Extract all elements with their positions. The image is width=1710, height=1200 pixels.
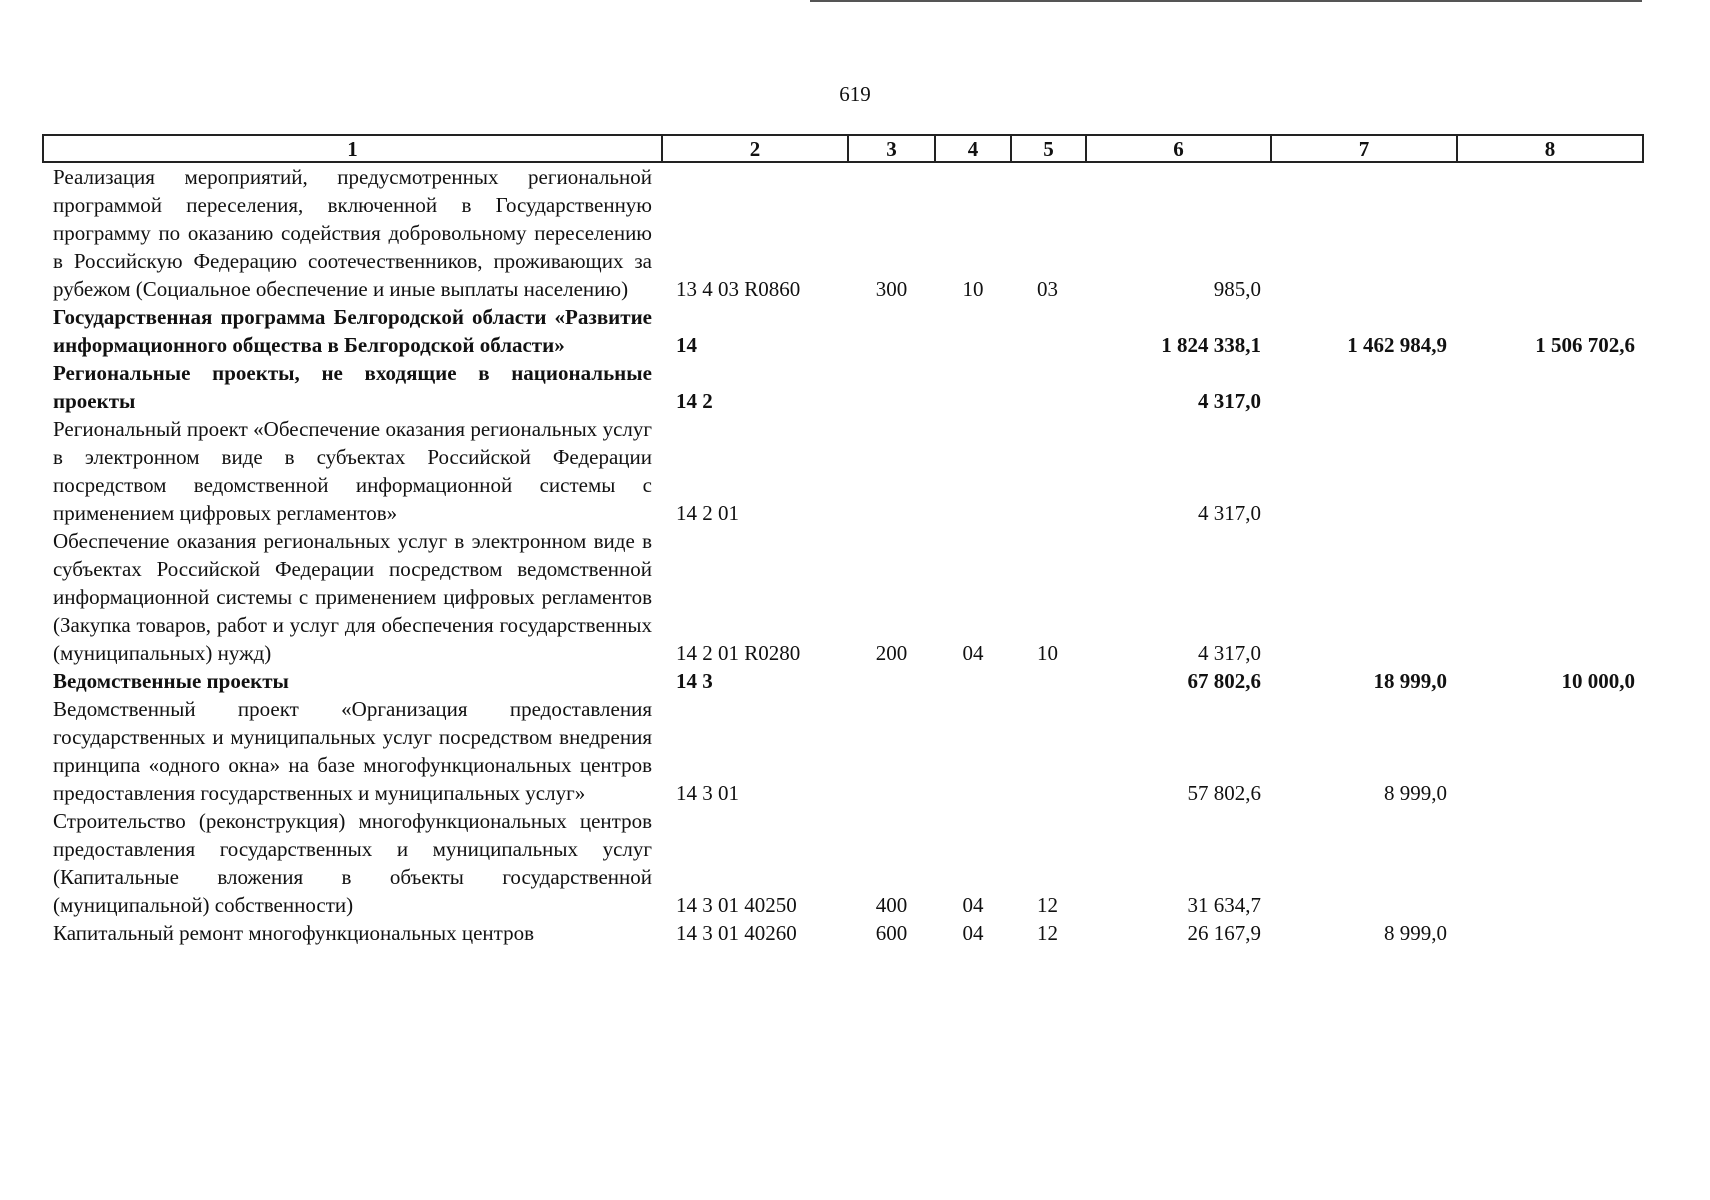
row-col6: 1 824 338,1 [1161,333,1261,357]
header-row [43,135,1643,162]
row-col8 [1457,807,1643,919]
column-header: 8 [1457,135,1643,162]
row-col5: 10 [1037,641,1058,665]
row-col8 [1457,162,1643,303]
page-number: 619 [839,82,871,106]
row-col7 [1271,415,1457,527]
row-col4: 10 [962,277,984,301]
column-header: 7 [1271,135,1457,162]
row-col5 [1011,695,1086,807]
row-col7: 1 462 984,9 [1347,333,1447,357]
row-name: Обеспечение оказания региональных услуг в электронном виде в субъектах Российской Федерации посредством ведомственной информационной системы с применением цифровых регламентов (Закупка товаров, работ и услуг для обеспечения государственных (муниципальных) нужд) [53,529,652,665]
row-col4 [935,695,1011,807]
budget-table [42,134,1644,947]
row-col4 [935,415,1011,527]
row-name: Региональный проект «Обеспечение оказания региональных услуг в электронном виде в субъектах Российской Федерации посредством ведомственной информационной системы с применением цифровых регламентов» [53,417,652,525]
row-col6: 985,0 [1213,277,1261,301]
column-header: 6 [1086,135,1271,162]
table-row [43,162,1643,303]
row-col4: 04 [962,893,984,917]
column-header: 5 [1011,135,1086,162]
row-col6: 31 634,7 [1187,893,1261,917]
row-col8: 10 000,0 [1561,669,1635,693]
row-name: Строительство (реконструкция) многофункциональных центров предоставления государственных и муниципальных услуг (Капитальные вложения в объекты государственной (муниципальной) собственности) [53,809,652,917]
row-col5 [1011,359,1086,415]
top-rule [810,0,1642,2]
row-col8 [1457,695,1643,807]
row-col7: 8 999,0 [1384,781,1447,805]
row-col5: 03 [1037,277,1058,301]
row-code: 14 2 01 [676,501,739,525]
table-row [43,527,1643,667]
row-col3: 600 [875,921,908,945]
row-code: 14 2 01 R0280 [676,641,801,665]
column-header: 4 [935,135,1011,162]
row-code: 14 2 [676,389,713,413]
row-col7 [1271,162,1457,303]
row-col4 [935,667,1011,695]
table-row [43,667,1643,695]
row-col6: 4 317,0 [1198,641,1261,665]
row-col5 [1011,303,1086,359]
row-col6: 67 802,6 [1187,669,1261,693]
row-name: Региональные проекты, не входящие в национальные проекты [53,361,652,413]
row-code: 14 3 01 40250 [676,893,797,917]
row-name: Ведомственные проекты [53,669,289,693]
row-col3: 300 [875,277,908,301]
row-col5: 12 [1037,893,1058,917]
row-code: 14 [676,333,697,357]
row-col6: 26 167,9 [1187,921,1261,945]
row-col7 [1271,359,1457,415]
row-col4 [935,359,1011,415]
row-name: Реализация мероприятий, предусмотренных региональной программой переселения, включенной в Государственную программу по оказанию содействия добровольному переселению в Российскую Федерацию соотечественников, проживающих за рубежом (Социальное обеспечение и иные выплаты населению) [53,165,652,301]
row-col4 [935,303,1011,359]
row-col6: 4 317,0 [1198,501,1261,525]
row-col3 [848,695,935,807]
row-code: 14 3 [676,669,713,693]
row-col7: 18 999,0 [1373,669,1447,693]
row-col5 [1011,415,1086,527]
column-header: 1 [43,135,662,162]
row-col7: 8 999,0 [1384,921,1447,945]
table-row [43,919,1643,947]
row-code: 14 3 01 40260 [676,921,797,945]
row-col8 [1457,527,1643,667]
row-col5: 12 [1037,921,1058,945]
row-col5 [1011,667,1086,695]
row-col6: 4 317,0 [1198,389,1261,413]
row-col3 [848,303,935,359]
column-header: 2 [662,135,848,162]
row-col3: 200 [875,641,908,665]
table-row [43,695,1643,807]
row-code: 14 3 01 [676,781,739,805]
table-row [43,359,1643,415]
row-col3 [848,359,935,415]
row-col3 [848,667,935,695]
row-col8 [1457,919,1643,947]
row-col8 [1457,415,1643,527]
row-col7 [1271,807,1457,919]
table-row [43,415,1643,527]
row-col8 [1457,359,1643,415]
row-name: Капитальный ремонт многофункциональных центров [53,921,535,945]
row-code: 13 4 03 R0860 [676,277,801,301]
row-name: Государственная программа Белгородской области «Развитие информационного общества в Белгородской области» [53,305,652,357]
table-row [43,303,1643,359]
row-col7 [1271,527,1457,667]
row-col3: 400 [875,893,908,917]
row-col4: 04 [962,641,984,665]
table-row [43,807,1643,919]
column-header: 3 [848,135,935,162]
row-col8: 1 506 702,6 [1535,333,1635,357]
row-name: Ведомственный проект «Организация предоставления государственных и муниципальных услуг посредством внедрения принципа «одного окна» на базе многофункциональных центров предоставления государственных и муниципальных услуг» [53,697,652,805]
row-col6: 57 802,6 [1187,781,1261,805]
row-col4: 04 [962,921,984,945]
row-col3 [848,415,935,527]
